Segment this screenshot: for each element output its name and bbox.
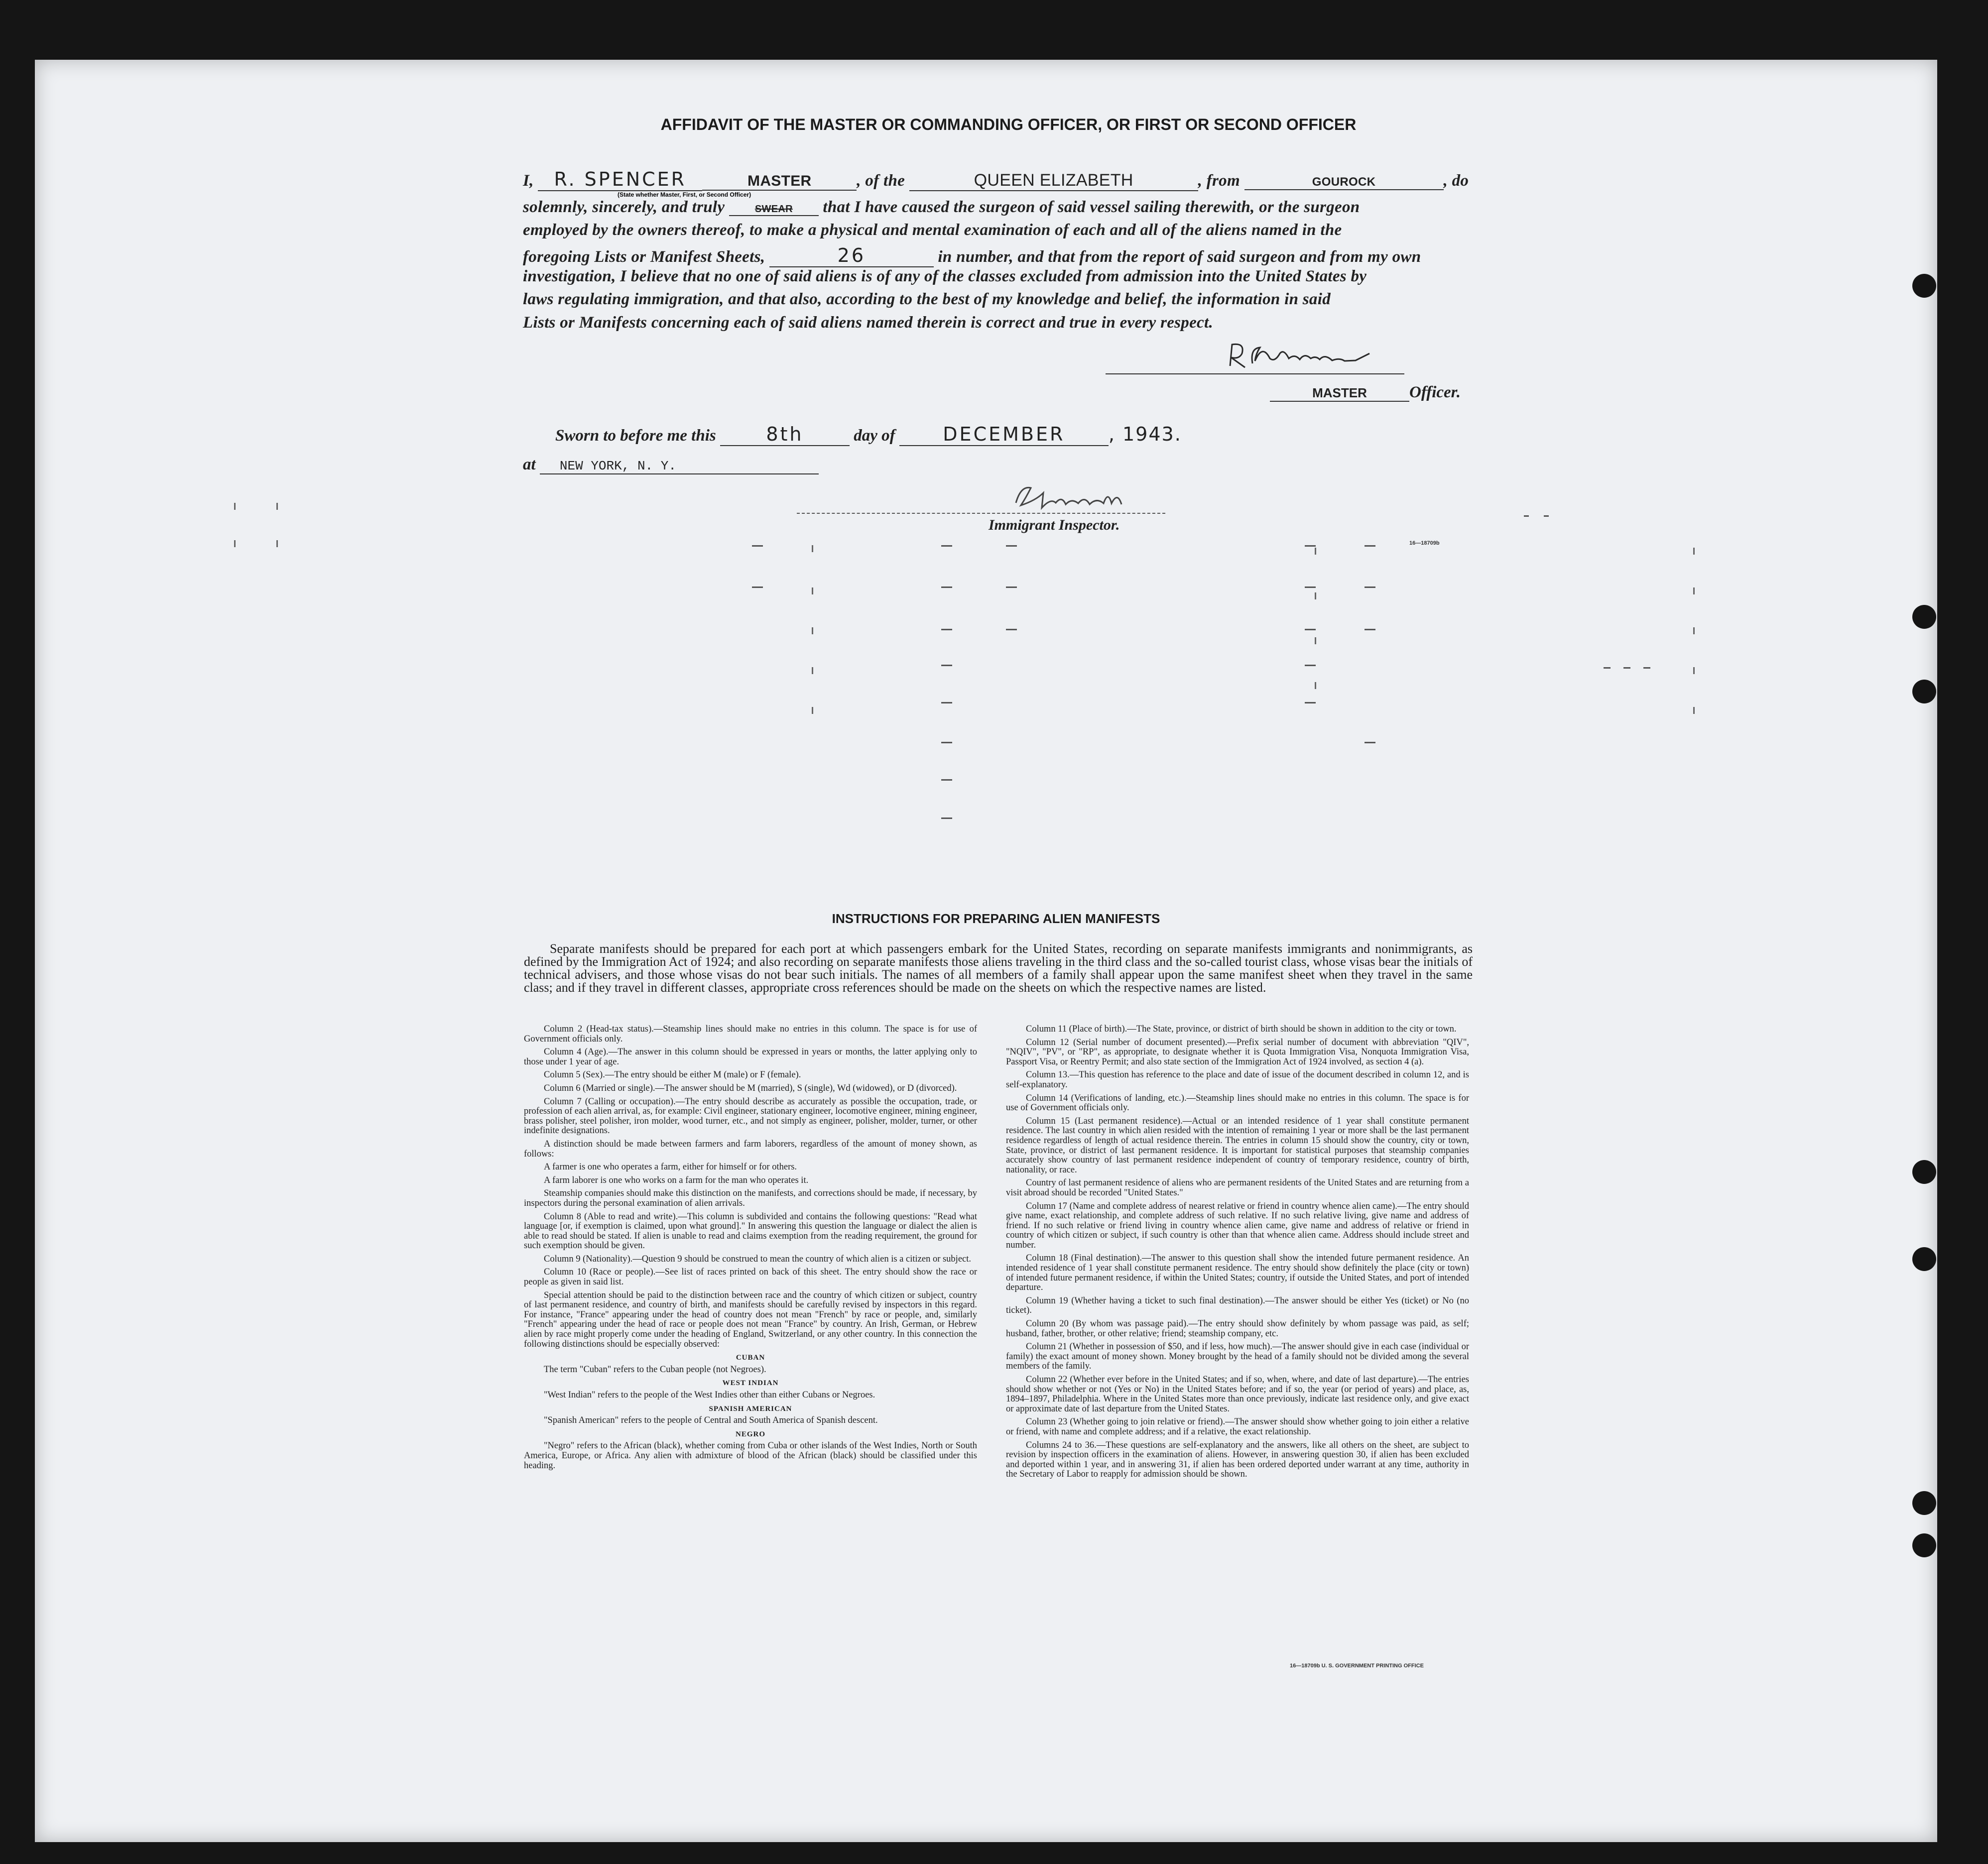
instruction-col-20: Column 20 (By whom was passage paid).—The entry should show definitely by whom passage was paid, as self; husband, father, brother, or other relative; friend; steamship company, etc.: [1006, 1319, 1469, 1339]
instruction-col-23: Column 23 (Whether going to join relative or friend).—The answer should show whether going to join either a relative or friend, with name and complete address; and if a relative, the exact relationship.: [1006, 1417, 1469, 1437]
form-number: 16—18709b: [1409, 540, 1440, 546]
instructions-left-column: [524, 1025, 977, 1474]
instruction-steamship: Steamship companies should make this distinction on the manifests, and corrections should be made, if necessary, by inspectors during the personal examination of alien arrivals.: [524, 1188, 977, 1208]
instructions-intro: Separate manifests should be prepared for each port at which passengers embark for the United States, recording on separate manifests immigrants and nonimmigrants, as defined by the Immigration Act of 1924; and also recording on separate manifests those aliens traveling in the third class and the so-called tourist class, whose visas bear the initials of technical advisers, and those whose visas do not bear such initials. The names of all members of a family shall appear upon the same manifest sheet when they travel in the same class; and if they travel in different classes, appropriate cross references should be made on the sheets on which the respective names are listed.: [524, 941, 1473, 995]
binder-hole: [1912, 1533, 1936, 1557]
instruction-col-15: Column 15 (Last permanent residence).—Actual or an intended residence of 1 year shall constitute permanent residence. The last country in which alien resided with the intention of remaining 1 year or more shall be the last permanent residence regardless of length of actual residence therein. The entries in column 15 should show the country, city or town, State, province, or district of last permanent residence. It is important for statistical purposes that steamship companies accurately show country of last permanent residence independent of country of temporary residence, country of birth, nationality, or race.: [1006, 1116, 1469, 1175]
negro-heading: NEGRO: [735, 1430, 765, 1438]
instructions-footer: 16—18709b U. S. GOVERNMENT PRINTING OFFICE: [1290, 1663, 1424, 1669]
from-label: , from: [1198, 172, 1240, 190]
west-indian-text: "West Indian" refers to the people of the West Indies other than either Cubans or Negroes.: [544, 1390, 875, 1400]
officer-line: [1270, 383, 1469, 402]
spanish-american-text: "Spanish American" refers to the people of Central and South America of Spanish descent.: [544, 1415, 878, 1426]
master-signature: [1225, 339, 1389, 373]
rank-note: (State whether Master, First, or Second Officer): [618, 191, 751, 198]
swear-word: SWEAR: [729, 204, 819, 216]
prefix-i: I,: [523, 172, 534, 190]
instruction-col-12: Column 12 (Serial number of document presented).—Prefix serial number of document with abbreviation "QIV", "NQIV", "PV", or "RP", as appropriate, to designate whether it is Quota Immigration Visa, Nonquota Immigration Visa, Passport Visa, or Reentry Permit; and also state section of the Immigration Act of 1924 involved, as section 4 (a).: [1006, 1037, 1469, 1067]
binder-hole: [1912, 1247, 1936, 1271]
instruction-col-8: Column 8 (Able to read and write).—This column is subdivided and contains the following questions: "Read what language [or, if exemption is claimed, upon what ground]." In answering this question the language or dialect the alien is able to read should be stated. If alien is unable to read and claims exemption from the reading requirement, the ground for such exemption should be given.: [524, 1211, 977, 1251]
binder-hole: [1912, 605, 1936, 629]
sworn-line: Sworn to before me this 8th day of DECEMBER , 1943.: [555, 423, 1182, 445]
officer-label: Officer.: [1409, 383, 1461, 401]
instruction-col-18: Column 18 (Final destination).—The answer to this question shall show the intended future permanent residence. An intended residence of 1 year shall constitute permanent residence. The entry should show definitely the place (city or town) of intended future permanent residence, if within the United States; country, if outside the United States, and port of intended departure.: [1006, 1253, 1469, 1293]
instruction-col-19: Column 19 (Whether having a ticket to such final destination).—The answer should be either Yes (ticket) or No (no ticket).: [1006, 1295, 1469, 1316]
instructions-right-column: [1006, 1025, 1469, 1483]
officer-name: R. SPENCER: [538, 168, 702, 191]
sworn-month: DECEMBER: [899, 423, 1109, 446]
binder-hole: [1912, 274, 1936, 298]
affidavit-title: AFFIDAVIT OF THE MASTER OR COMMANDING OFFICER, OR FIRST OR SECOND OFFICER: [660, 116, 1357, 133]
west-indian-heading: WEST INDIAN: [722, 1379, 779, 1388]
sworn-place: NEW YORK, N. Y.: [540, 459, 819, 474]
instruction-race-note: Special attention should be paid to the distinction between race and the country of which citizen or subject, country of last permanent residence, and country of birth, and manifests should be carefully revised by inspectors in this regard. For instance, "France" appearing under the head of country does not mean "French" by race or people, and, similarly "French" appearing under the head of race or people does not mean "France" by country. An Irish, German, or Hebrew alien by race might properly come under the heading of England, Switzerland, or any other country. In this connection the following distinctions should be especially observed:: [524, 1290, 977, 1349]
instruction-col-14: Column 14 (Verifications of landing, etc.).—Steamship lines should make no entries in this column. The space is for use of Government officials only.: [1006, 1093, 1469, 1113]
binder-hole: [1912, 1491, 1936, 1515]
signature-line: [1106, 373, 1404, 374]
spanish-american-heading: SPANISH AMERICAN: [709, 1404, 792, 1413]
sworn-day: 8th: [720, 423, 850, 446]
cuban-heading: CUBAN: [736, 1354, 765, 1362]
inspector-signature: [1006, 480, 1170, 515]
affidavit-line-2: solemnly, sincerely, and truly SWEAR that I have caused the surgeon of said vessel sailing therewith, or the surgeon: [523, 198, 1360, 216]
departure-port: GOUROCK: [1244, 175, 1444, 190]
do-label: , do: [1443, 172, 1469, 190]
instruction-col-24-36: Columns 24 to 36.—These questions are self-explanatory and the answers, like all others on the sheet, are subject to revision by inspection officers in the examination of aliens. However, in answering question 30, if alien has been excluded and deported within 1 year, and in answering 31, if alien has been ordered deported under warrant at any time, authority in the Secretary of Labor to reapply for admission should be shown.: [1006, 1440, 1469, 1480]
instruction-col-7: Column 7 (Calling or occupation).—The entry should describe as accurately as possible the occupation, trade, or profession of each alien arrival, as, for example: Civil engineer, stationary engineer, locomotive engineer, mining engineer, brass polisher, steel polisher, iron molder, wood turner, etc., and not simply as engineer, polisher, molder, turner, or other indefinite designations.: [524, 1096, 977, 1136]
instruction-col-6: Column 6 (Married or single).—The answer should be M (married), S (single), Wd (widowed), or D (divorced).: [544, 1083, 957, 1093]
instruction-residence: Country of last permanent residence of aliens who are permanent residents of the United States and are returning from a visit abroad should be recorded "United States.": [1006, 1178, 1469, 1198]
affidavit-line-6: laws regulating immigration, and that also, according to the best of my knowledge and belief, the information in said: [523, 290, 1331, 308]
affidavit-line-3: employed by the owners thereof, to make a physical and mental examination of each and all of the aliens named in the: [523, 221, 1342, 239]
instruction-col-22: Column 22 (Whether ever before in the United States; and if so, when, where, and date of last departure).—The entries should show whether or not (Yes or No) in the United States before; and if so, the year (or period of years) and place, as, 1894–1897, Philadelphia. Where in the United States more than once previously, indicate last residence only, and give exact or approximate date of last departure from the United States.: [1006, 1375, 1469, 1414]
instruction-col-2: Column 2 (Head-tax status).—Steamship lines should make no entries in this column. The space is for use of Government officials only.: [524, 1024, 977, 1044]
officer-rank: MASTER: [702, 173, 857, 191]
vessel-name: QUEEN ELIZABETH: [909, 171, 1198, 191]
signature-rank: MASTER: [1270, 385, 1409, 402]
binder-hole: [1912, 680, 1936, 703]
sheet-count: 26: [769, 244, 934, 267]
instruction-col-9: Column 9 (Nationality).—Question 9 should be construed to mean the country of which alien is a citizen or subject.: [544, 1254, 972, 1264]
instruction-farmer: A farmer is one who operates a farm, either for himself or for others.: [544, 1162, 797, 1172]
instructions-title: INSTRUCTIONS FOR PREPARING ALIEN MANIFESTS: [832, 911, 1160, 926]
of-the-label: , of the: [857, 172, 905, 190]
instruction-farmers: A distinction should be made between farmers and farm laborers, regardless of the amount of money shown, as follows:: [524, 1139, 977, 1159]
affidavit-line-7: Lists or Manifests concerning each of said aliens named therein is correct and true in every respect.: [523, 314, 1214, 332]
binder-hole: [1912, 1160, 1936, 1184]
inspector-label: Immigrant Inspector.: [989, 517, 1120, 533]
instruction-col-5: Column 5 (Sex).—The entry should be either M (male) or F (female).: [544, 1070, 801, 1080]
instruction-col-4: Column 4 (Age).—The answer in this column should be expressed in years or months, the latter applying only to those under 1 year of age.: [524, 1047, 977, 1067]
place-line: at NEW YORK, N. Y.: [523, 456, 819, 474]
instruction-col-13: Column 13.—This question has reference to the place and date of issue of the document described in column 12, and is self-explanatory.: [1006, 1070, 1469, 1090]
affidavit-line-5: investigation, I believe that no one of said aliens is of any of the classes excluded from admission into the United States by: [523, 267, 1367, 285]
inspector-line: [797, 513, 1165, 514]
affidavit-line-1: [523, 168, 1469, 191]
negro-text: "Negro" refers to the African (black), whether coming from Cuba or other islands of the West Indies, North or South America, Europe, or Africa. Any alien with admixture of blood of the African (black) should be classified under this heading.: [524, 1441, 977, 1471]
instruction-col-21: Column 21 (Whether in possession of $50, and if less, how much).—The answer should give in each case (individual or family) the exact amount of money shown. Money brought by the head of a family should not be divided among the several members of the family.: [1006, 1342, 1469, 1372]
instruction-col-10: Column 10 (Race or people).—See list of races printed on back of this sheet. The entry should show the race or people as given in said list.: [524, 1267, 977, 1287]
instruction-col-11: Column 11 (Place of birth).—The State, province, or district of birth should be shown in addition to the city or town.: [1026, 1024, 1457, 1034]
instruction-col-17: Column 17 (Name and complete address of nearest relative or friend in country whence alien came).—The entry should give name, exact relationship, and complete address of such relative. If no such relative living, give name and address of friend. If no such relative or friend living in country whence alien came, give name and address of relative or friend in country of which citizen or subject, if such country is other than that whence alien came. Address should include street and number.: [1006, 1201, 1469, 1250]
instruction-farm-laborer: A farm laborer is one who works on a farm for the man who operates it.: [544, 1175, 809, 1185]
affidavit-line-4: foregoing Lists or Manifest Sheets, 26 in number, and that from the report of said surgeon and from my own: [523, 244, 1421, 266]
sworn-year: , 1943.: [1108, 423, 1182, 445]
cuban-text: The term "Cuban" refers to the Cuban people (not Negroes).: [544, 1364, 766, 1375]
